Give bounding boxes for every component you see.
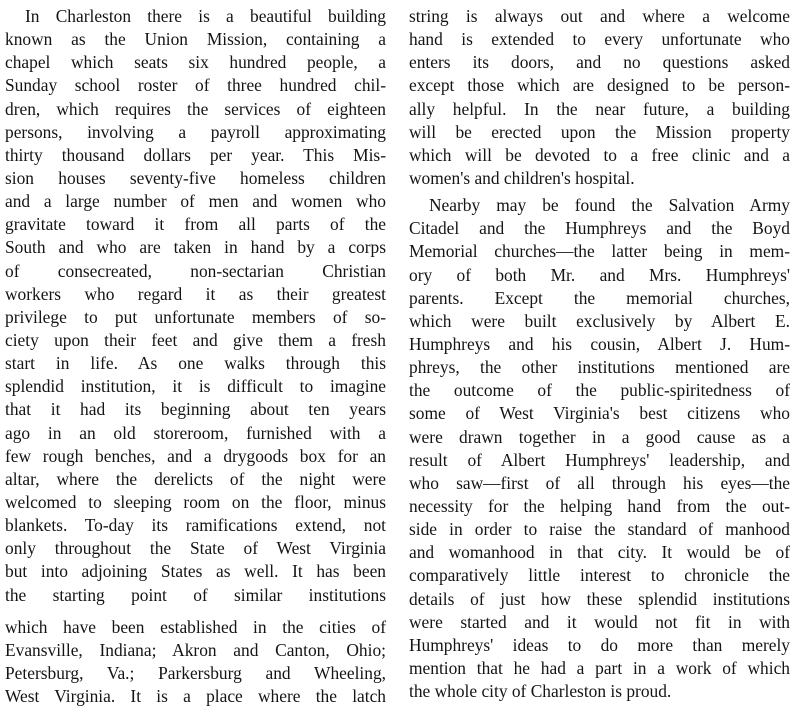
text-line: and a large number of men and women who [5,191,386,212]
text-line: of consecreated, non-sectarian Christian [5,260,386,281]
text-line: the outcome of the public-spiritedness of [409,380,790,401]
text-line: Evansville, Indiana; Akron and Canton, Ohio; [5,639,386,660]
text-line: few rough benches, and a drygoods box for an [5,445,386,466]
text-line: chapel which seats six hundred people, a [5,52,386,73]
text-line: ago in an old storeroom, furnished with a [5,422,386,443]
text-line: welcomed to sleeping room on the floor, minus [5,491,386,512]
paragraph-continuation [5,616,386,708]
text-line: mention that he had a part in a work of which [409,657,790,678]
text-line: which will be devoted to a free clinic and a [409,144,790,165]
text-line: ciety upon their feet and give them a fresh [5,329,386,350]
text-line: which have been established in the cities of [5,616,386,637]
text-line: phreys, the other institutions mentioned are [409,357,790,378]
text-line: string is always out and where a welcome [409,6,790,26]
text-line: South and who are taken in hand by a corps [5,237,386,258]
text-line: dren, which requires the services of eighteen [5,98,386,119]
text-line: result of Albert Humphreys' leadership, and [409,449,790,470]
text-line: Humphreys and his cousin, Albert J. Hum- [409,333,790,354]
text-line: except those which are designed to be person- [409,75,790,96]
text-line: that it had its beginning about ten years [5,399,386,420]
text-line: splendid institution, it is difficult to imagine [5,376,386,397]
text-line: parents. Except the memorial churches, [409,287,790,308]
text-line: women's and children's hospital. [409,167,635,188]
text-line: the starting point of similar institutions [5,584,386,605]
text-line: but into adjoining States as well. It has been [5,561,386,582]
text-line: start in life. As one walks through this [5,353,386,374]
column-break-gap [5,607,386,616]
left-column [5,5,386,708]
text-line: privilege to put unfortunate members of so- [5,306,386,327]
text-line: only throughout the State of West Virginia [5,538,386,559]
text-line: thirty thousand dollars per year. This Mis- [5,144,386,165]
text-line: Nearby may be found the Salvation Army [429,195,790,216]
text-line: Humphreys' ideas to do more than merely [409,634,790,655]
text-line: were started and it would not fit in with [409,611,790,632]
text-line: known as the Union Mission, containing a [5,29,386,50]
text-line: gravitate toward it from all parts of the [5,214,386,235]
text-line: blankets. To-day its ramifications extend, not [5,515,386,536]
text-line: West Virginia. It is a place where the latch [5,686,386,707]
text-line: Memorial churches—the latter being in mem- [409,241,790,262]
text-line: were drawn together in a good cause as a [409,426,790,447]
text-line: Sunday school roster of three hundred chil- [5,75,386,96]
text-line: will be erected upon the Mission property [409,121,790,142]
text-line: ally helpful. In the near future, a building [409,98,790,119]
paragraph-mission-continued [409,5,790,190]
text-line: the whole city of Charleston is proud. [409,681,672,702]
text-line: and womanhood in that city. It would be of [409,542,790,563]
text-line: which were built exclusively by Albert E. [409,310,790,331]
text-line: Petersburg, Va.; Parkersburg and Wheeling, [5,662,386,683]
text-line: who saw—first of all through his eyes—the [409,472,790,493]
text-line: enters its doors, and no questions asked [409,52,790,73]
text-line: some of West Virginia's best citizens who [409,403,790,424]
text-line: necessity for the helping hand from the out- [409,495,790,516]
text-line: side in order to raise the standard of manhood [409,519,790,540]
right-column [409,5,790,703]
paragraph-union-mission [5,5,386,607]
text-line: In Charleston there is a beautiful building [25,6,386,26]
text-line: sion houses seventy-five homeless children [5,167,386,188]
text-line: altar, where the derelicts of the night were [5,468,386,489]
text-line: ory of both Mr. and Mrs. Humphreys' [409,264,790,285]
text-line: persons, involving a payroll approximating [5,121,386,142]
text-line: Citadel and the Humphreys and the Boyd [409,218,790,239]
text-line: workers who regard it as their greatest [5,283,386,304]
text-line: hand is extended to every unfortunate who [409,29,790,50]
text-line: details of just how these splendid institutions [409,588,790,609]
text-line: comparatively little interest to chronicle the [409,565,790,586]
paragraph-nearby-institutions [409,194,790,703]
